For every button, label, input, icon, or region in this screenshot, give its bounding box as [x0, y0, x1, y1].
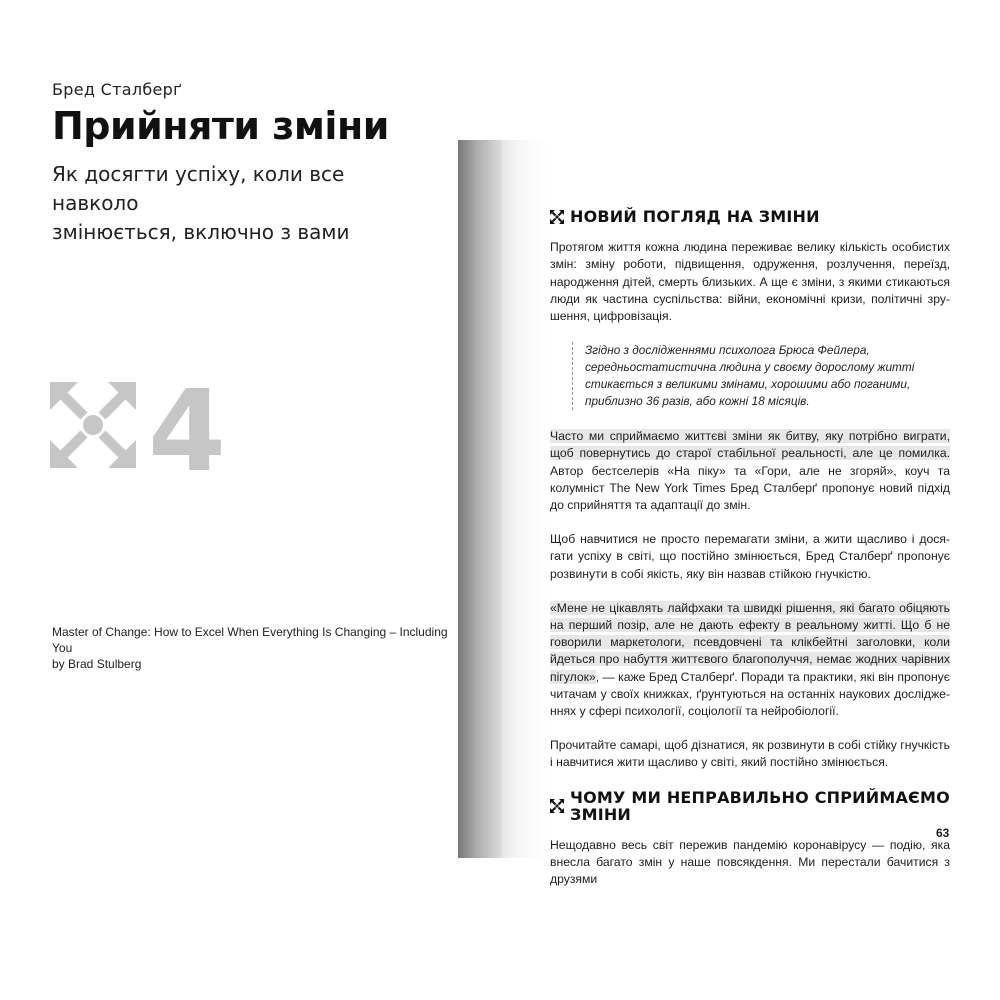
section-heading-1: [550, 208, 950, 225]
paragraph-5: Прочитайте самарі, щоб дізнатися, як розвинути в собі стійку гнучкість і навчитися жити щасливо у світі, який постійно змінюється.: [550, 738, 950, 770]
pull-quote: Згідно з дослідженнями психолога Брюса Фейлера, середньостатистична людина у своєму дорослому житті стикається з великими змінами, хорошими або поганими, приблизно 36 разів, або кожні 18 місяців.: [572, 342, 950, 410]
section-heading-1-text: НОВИЙ ПОГЛЯД НА ЗМІНИ: [570, 207, 820, 226]
original-author: by Brad Stulberg: [52, 657, 142, 671]
paragraph-2: [550, 428, 950, 514]
paragraph-4: [550, 600, 950, 720]
page-number: 63: [936, 826, 950, 840]
paragraph-6: Нещодавно весь світ пережив пандемію коронавірусу — подію, яка внесла багато змін у наше повсякдення. Ми перестали бачитися з друзями: [550, 838, 950, 887]
left-page: [0, 140, 458, 858]
highlighted-text: Часто ми сприймаємо життєві зміни як битву, яку потрібно виграти, щоб повернутись до старої стабільної реальності, але це помилка.: [550, 429, 950, 461]
subtitle-line-2: змінюється, включно з вами: [52, 220, 350, 244]
section-heading-2-text: ЧОМУ МИ НЕПРАВИЛЬНО СПРИЙМАЄМО ЗМІНИ: [570, 787, 950, 824]
subtitle-line-1: Як досягти успіху, коли все навколо: [52, 162, 345, 215]
book-title: Прийняти зміни: [52, 104, 389, 148]
section-heading-2: [550, 789, 950, 823]
paragraph-3: Щоб навчитися не просто перемагати зміни, а жити щасливо і досягати успіху в світі, що постійно змінюється, Бред Сталберґ пропонує розвинути в собі якість, яку він назвав стійкою гнучкістю.: [550, 532, 950, 581]
book-spine-shadow: [458, 140, 502, 858]
chapter-number: 4: [148, 370, 226, 480]
paragraph-4-rest: , — каже Бред Сталберґ. Поради та практики, які він пропонує читачам у своїх книжках, ґрунтуються на останніх наукових дослідженнях у сфері психології, соціології та нейробіології.: [550, 669, 950, 719]
original-book-info: [52, 624, 452, 672]
paragraph-1: Протягом життя кожна людина переживає велику кількість особистих змін: зміну роботи, підвищення, одруження, розлучення, переїзд, народження дітей, смерть близьких. А ще є зміни, з якими стикаються люди як частина суспільства: війни, економічні кризи, політичні зрушення, цифровізація.: [550, 240, 950, 324]
change-arrows-emblem: [48, 370, 238, 480]
cross-arrows-icon: [550, 799, 564, 813]
book-subtitle: [52, 160, 432, 247]
author-name: Бред Сталберґ: [52, 80, 182, 99]
cross-arrows-icon: [50, 382, 136, 468]
cross-arrows-icon: [550, 210, 564, 224]
highlighted-quote: «Мене не цікавлять лайфхаки та швидкі рішення, які багато обіцяють на перший позір, але не дають ефекту в реальному житті. Що б не говорили маркетологи, псевдовчені та клікбейтні заголовки, коли йдеться про набуття життєвого благополуччя, немає жодних чарівних пігулок»: [550, 600, 950, 684]
original-title: Master of Change: How to Excel When Everything Is Changing – Including You: [52, 625, 448, 655]
right-page-content: [550, 208, 950, 906]
paragraph-2-rest: Автор бестселерів «На піку» та «Гори, але не згоряй», коуч та колумніст The New York Times Бред Сталберґ пропонує новий підхід до сприйняття та адаптації до змін.: [550, 463, 950, 513]
